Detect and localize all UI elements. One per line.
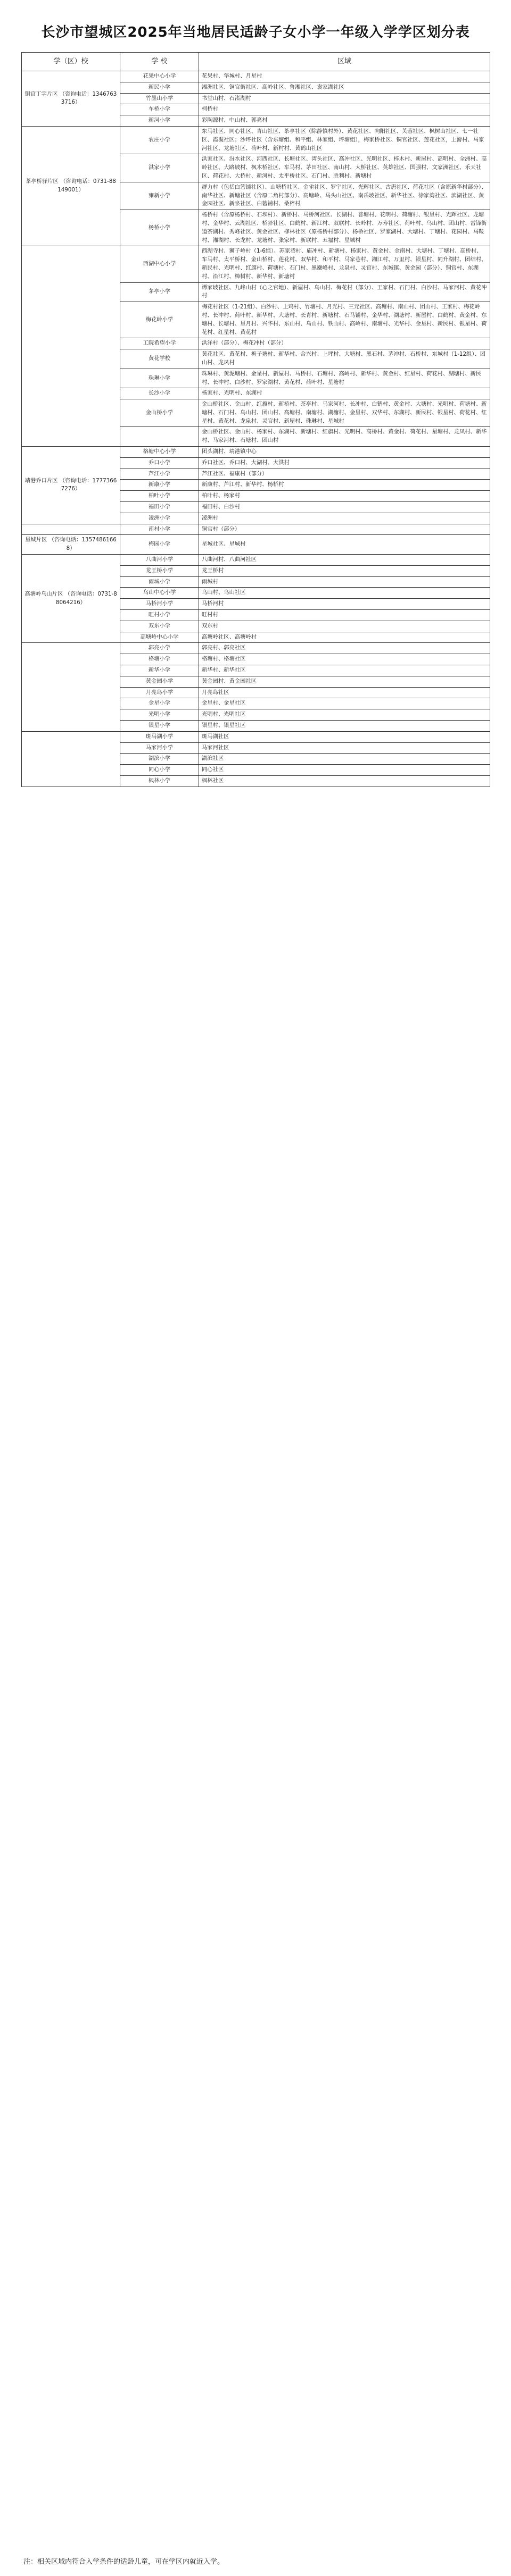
school-cell: 金星小学 (120, 698, 199, 709)
area-cell: 凌洲村 (199, 513, 490, 524)
school-cell: 黄金园小学 (120, 676, 199, 687)
area-cell: 马桥河村 (199, 599, 490, 610)
school-cell: 珠琳小学 (120, 369, 199, 388)
school-cell: 洪家小学 (120, 154, 199, 182)
area-cell: 西湖寺村、狮子岭村（1-6组）、苏家巷村、庙冲村、新塘村、杨家村、黄金村、金南村、大塘村、丁塘村、高桥村、车马村、太平桥村、金山桥村、莲花村、双华村、和平村、马家巷村、湘江村、万里村、银星村、同升湖村、团结村、新民村、光明村、红旗村、荷塘村、石门村、黑麋峰村、龙泉村、灵官村、东城镇、黄金园（部分）、铜官村、东湖村、沿江村、樟树村、新华村、新塘村 (199, 246, 490, 282)
area-cell: 谭家坡社区、九峰山村（心之官地）、新屋村、乌山村、梅花村（部分）、王家村、石门村、白沙村、马家河村、黄花冲村 (199, 282, 490, 302)
school-cell: 光明小学 (120, 709, 199, 721)
area-cell: 同心社区 (199, 765, 490, 776)
area-cell: 金山桥社区、金山村、红旗村、新桥村、茶亭村、马家河村、长冲村、白鹤村、黄金村、大塘村、光明村、荷塘村、新塘村、石门村、乌山村、团山村、高塘村、南塘村、湖塘村、金星村、双华村、东湖村、新民村、银星村、荷花村、红星村、黄花村、龙泉村、灵官村、新屋村、珠琳村、星城村 (199, 399, 490, 427)
area-cell: 新康村、芦江村、新华村、杨桥村 (199, 480, 490, 491)
area-cell: 格塘村、格塘社区 (199, 654, 490, 665)
school-cell: 长沙小学 (120, 388, 199, 399)
table-body (22, 71, 490, 787)
school-cell: 银星小学 (120, 721, 199, 732)
school-cell: 新民小学 (120, 82, 199, 93)
zone-table (21, 52, 490, 787)
area-cell: 斑马湖社区 (199, 731, 490, 742)
group-cell (22, 731, 120, 787)
column-header-group: 学（区）校 (22, 53, 120, 71)
table-header-row (22, 53, 490, 71)
area-cell: 双东村 (199, 621, 490, 632)
area-cell: 群力村（包括白箬铺社区）、山塘桥社区、金雀社区、罗宇社区、光辉社区、古唐社区、荷花社区（含原新华村部分）、南华社区、新塘社区（含原二角村部分）、高塘岭、马头山社区、南岳坡社区、新华社区、徐家湾社区、滨湖社区、黄金园社区、新泉社区、白箬铺村、桑梓村 (199, 182, 490, 210)
area-cell: 福田村、白沙村 (199, 502, 490, 513)
school-cell: 新河小学 (120, 115, 199, 127)
school-cell: 农庄小学 (120, 126, 199, 154)
area-cell: 黄花社区、黄花村、梅子塘村、新华村、合兴村、上坪村、大塘村、黑石村、茅冲村、石桥村、东城村（1-12组）、团山村、龙凤村 (199, 349, 490, 369)
school-cell: 郭亮小学 (120, 643, 199, 654)
page-title: 长沙市望城区2025年当地居民适龄子女小学一年级入学学区划分表 (41, 24, 470, 40)
area-cell: 杨家村、光明村、东湖村 (199, 388, 490, 399)
table-row (22, 126, 490, 154)
area-cell: 团头湖村、靖港镇中心 (199, 447, 490, 458)
column-header-area: 区域 (199, 53, 490, 71)
school-cell: 新康小学 (120, 480, 199, 491)
table-row (22, 535, 490, 555)
area-cell: 湘洲社区、铜官街社区、高岭社区、鲁湘社区、袁家湖社区 (199, 82, 490, 93)
area-cell: 黄金园村、黄金园社区 (199, 676, 490, 687)
area-cell: 乔口社区、乔口村、大湖村、大洪村 (199, 457, 490, 469)
school-cell: 杨桥小学 (120, 210, 199, 246)
school-cell (120, 427, 199, 447)
area-cell: 柏叶村、杨家村 (199, 491, 490, 502)
table-row (22, 71, 490, 82)
area-cell: 金星村、金星社区 (199, 698, 490, 709)
school-cell: 乔口小学 (120, 457, 199, 469)
group-cell: 高塘岭乌山片区 （咨询电话：0731-88064216） (22, 555, 120, 643)
area-cell: 铜官村（部分） (199, 524, 490, 535)
school-cell: 龙王桥小学 (120, 565, 199, 576)
school-cell: 车桥小学 (120, 104, 199, 115)
area-cell: 光明村、光明社区 (199, 709, 490, 721)
column-header-school: 学 校 (120, 53, 199, 71)
school-cell: 双东小学 (120, 621, 199, 632)
table-row (22, 731, 490, 742)
school-cell: 枫林小学 (120, 775, 199, 787)
school-cell: 金山桥小学 (120, 399, 199, 427)
group-cell (22, 524, 120, 535)
area-cell: 星城社区、星城村 (199, 535, 490, 555)
school-cell: 高塘岭中心小学 (120, 632, 199, 643)
area-cell: 杨桥村（含原杨桥村、石坝村）、新桥村、马桥河社区、长湖村、普塘村、花明村、荷塘村、银星村、光辉社区、龙塘村、金华村、云湖社区、桥驿社区、白鹤村、新江村、双联村、长岭村、万寿社区、荷叶村、乌山村、团山村、雷锋街道茶湖村、秀峰社区、黄金社区、柳林社区（原杨桥村部分）、杨桥社区、罗家湖村、大塘村、丁塘村、花园村、马鞍村、湘湖村、长龙村、龙塘村、张家村、新联村、五福村、星城村 (199, 210, 490, 246)
area-cell: 龙王桥村 (199, 565, 490, 576)
table-row (22, 524, 490, 535)
area-cell: 彩陶源村、中山村、郭亮村 (199, 115, 490, 127)
school-cell: 芦江小学 (120, 469, 199, 480)
school-cell: 竹墨山小学 (120, 93, 199, 104)
school-cell: 工院希望小学 (120, 338, 199, 349)
school-cell: 同心小学 (120, 765, 199, 776)
area-cell: 柯桥村 (199, 104, 490, 115)
group-cell: 靖港乔口片区 （咨询电话：17773667276） (22, 447, 120, 524)
area-cell: 梅花村社区（1-21组）、白沙村、上鸡村、竹塘村、月光村、三元社区、高塘村、南山村、团山村、王家村、梅花岭村、长冲村、荷叶村、新华村、大塘村、长青村、新塘村、石马铺村、金华村、湖塘村、新屋村、白鹤村、黄金村、东塘村、长塘村、星月村、兴华村、东山村、乌山村、铁山村、高岭村、南塘村、光华村、金星村、新民村、银星村、荷花村、红星村、黄花村 (199, 302, 490, 338)
area-cell: 银星村、银星社区 (199, 721, 490, 732)
area-cell: 乌山村、乌山社区 (199, 588, 490, 599)
school-cell: 雨城小学 (120, 576, 199, 588)
group-cell (22, 246, 120, 447)
school-cell: 旺村小学 (120, 610, 199, 621)
school-cell: 花果中心小学 (120, 71, 199, 82)
group-cell: 茶亭桥驿片区 （咨询电话：0731-88149001） (22, 126, 120, 246)
area-cell: 枫林社区 (199, 775, 490, 787)
school-cell: 格塘小学 (120, 654, 199, 665)
area-cell: 雨城村 (199, 576, 490, 588)
area-cell: 月亮岛社区 (199, 687, 490, 698)
area-cell: 珠琳村、黄泥塘村、金星村、新屋村、马桥村、石塘村、高岭村、新华村、黄金村、红星村、荷花村、湖塘村、新民村、长冲村、白沙村、罗家湖村、黄花村、荷叶村、星塘村 (199, 369, 490, 388)
school-cell: 福田小学 (120, 502, 199, 513)
school-cell: 湖滨小学 (120, 754, 199, 765)
school-cell: 西湖中心小学 (120, 246, 199, 282)
footnote: 注：相关区域内符合入学条件的适龄儿童，可在学区内就近入学。 (23, 2558, 225, 2566)
area-cell: 旺村村 (199, 610, 490, 621)
school-cell: 梅园小学 (120, 535, 199, 555)
school-cell: 八曲河小学 (120, 555, 199, 566)
area-cell: 八曲河村、八曲河社区 (199, 555, 490, 566)
group-cell: 星城片区 （咨询电话：13574861668） (22, 535, 120, 555)
area-cell: 洪洋村（部分）、梅花冲村（部分） (199, 338, 490, 349)
school-cell: 新华小学 (120, 665, 199, 676)
group-cell: 铜官丁字片区 （咨询电话：13467633716） (22, 71, 120, 127)
school-cell: 茅亭小学 (120, 282, 199, 302)
school-cell: 雍新小学 (120, 182, 199, 210)
school-cell: 马桥河小学 (120, 599, 199, 610)
area-cell: 马家河社区 (199, 742, 490, 754)
school-cell: 南村小学 (120, 524, 199, 535)
area-cell: 湖滨社区 (199, 754, 490, 765)
school-cell: 格塘中心小学 (120, 447, 199, 458)
school-cell: 斑马湖小学 (120, 731, 199, 742)
school-cell: 梅花岭小学 (120, 302, 199, 338)
group-cell (22, 643, 120, 731)
area-cell: 芦江社区、福康村（部分） (199, 469, 490, 480)
area-cell: 东马社区、同心社区、青山社区、茶亭社区（除静慎村外）、黄花社区、向阳社区、芙蓉社区、枫树山社区、七一社区、霞凝社区；沙坪社区（含东塘组、和平组、林家组、坪塘组），梅家桥社区、铜官社区、莲花社区，上游村、马家河社区、龙塘社区、荷叶村、新村村、黄鹤山社区 (199, 126, 490, 154)
school-cell: 马家河小学 (120, 742, 199, 754)
school-cell: 凌洲小学 (120, 513, 199, 524)
area-cell: 书堂山村、石渚湖村 (199, 93, 490, 104)
school-cell: 月亮岛小学 (120, 687, 199, 698)
school-cell: 黄花学校 (120, 349, 199, 369)
school-cell: 乌山中心小学 (120, 588, 199, 599)
table-row (22, 555, 490, 566)
area-cell: 郭亮村、郭亮社区 (199, 643, 490, 654)
school-cell: 柏叶小学 (120, 491, 199, 502)
area-cell: 高塘岭社区、高塘岭村 (199, 632, 490, 643)
area-cell: 新华村、新华社区 (199, 665, 490, 676)
table-row (22, 246, 490, 282)
table-row (22, 643, 490, 654)
area-cell: 花果村、华城村、月星村 (199, 71, 490, 82)
table-row (22, 447, 490, 458)
area-cell: 金山桥社区、金山村、杨家村、东湖村、新塘村、红旗村、光明村、高桥村、黄金村、荷花村、星塘村、龙凤村、新华村、马家河村、石塘村、团山村 (199, 427, 490, 447)
area-cell: 洪家社区、汾水社区、河西社区、长塘社区、湾头社区、高冲社区、光明社区、梓木村、新屋村、高明村、全洲村、高岭社区、大路坡村、枫木桥社区、车马村、茅田社区、南山村、大桥社区、英雄社区、国强村、文家洲社区、乐天社区、荷花村、大桥村、新河村、太平桥社区、石门村、胜利村、新塘村 (199, 154, 490, 182)
